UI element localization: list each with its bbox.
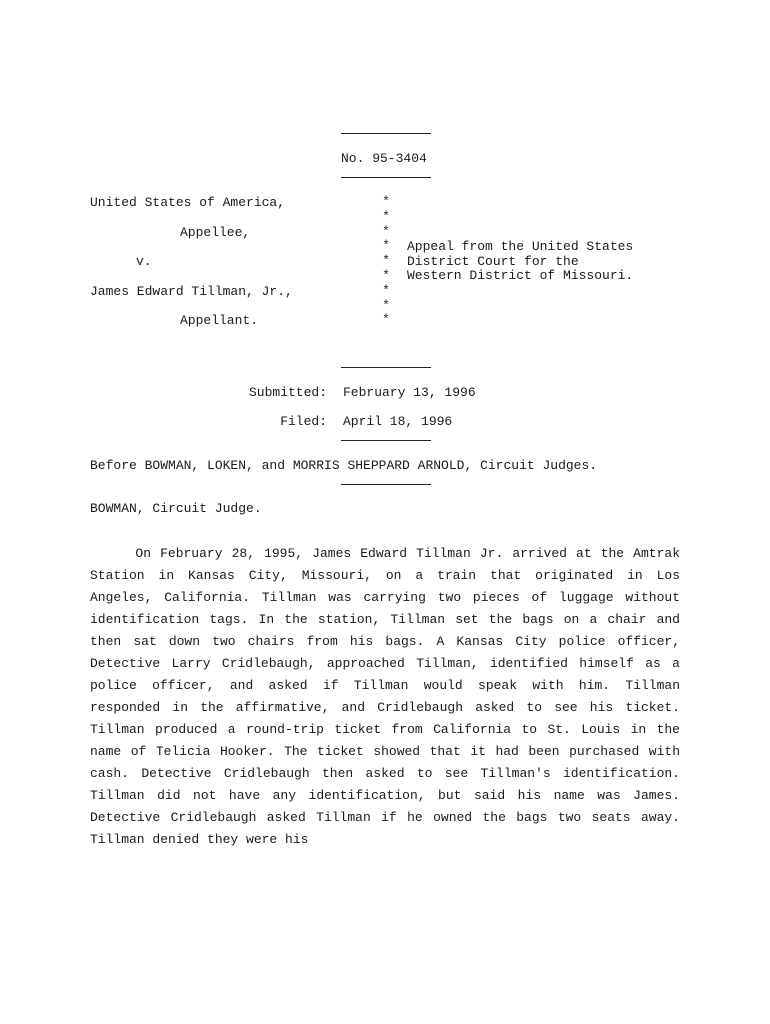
submitted-label: Submitted: xyxy=(248,385,327,400)
versus: v. xyxy=(136,254,152,269)
body-line: name of Telicia Hooker. The ticket showed that it had been purchased with xyxy=(90,744,680,759)
star: * xyxy=(382,312,390,328)
star-column xyxy=(380,195,392,328)
rule-below-dates xyxy=(341,440,431,441)
opinion-author: BOWMAN, Circuit Judge. xyxy=(90,501,262,516)
body-line: Station in Kansas City, Missouri, on a train that originated in Los xyxy=(90,568,680,583)
star: * xyxy=(382,297,390,313)
body-line: Angeles, California. Tillman was carrying two pieces of luggage without xyxy=(90,590,680,605)
panel-before: Before BOWMAN, LOKEN, and MORRIS SHEPPARD ARNOLD, Circuit Judges. xyxy=(90,458,598,473)
star: * xyxy=(382,253,390,269)
body-line: responded in the affirmative, and Cridlebaugh asked to see his ticket. xyxy=(90,700,680,715)
filed-date: April 18, 1996 xyxy=(343,414,453,429)
appellee-name: United States of America, xyxy=(90,195,286,210)
body-line: Detective Cridlebaugh asked Tillman if he owned the bags two seats away. xyxy=(90,810,680,825)
case-number: No. 95-3404 xyxy=(341,151,427,166)
body-line: Tillman did not have any identification, but said his name was James. xyxy=(90,788,680,803)
rule-above-dates xyxy=(341,367,431,368)
opinion-paragraph xyxy=(90,543,680,851)
star: * xyxy=(382,282,390,298)
filed-label: Filed: xyxy=(280,414,327,429)
appellant-name: James Edward Tillman, Jr., xyxy=(90,284,293,299)
appeal-line-1: Appeal from the United States xyxy=(407,239,634,254)
body-line: cash. Detective Cridlebaugh then asked to see Tillman's identification. xyxy=(90,766,680,781)
star: * xyxy=(382,238,390,254)
appeal-line-2: District Court for the xyxy=(407,254,579,269)
rule-under-case-number xyxy=(341,177,431,178)
rule-below-panel xyxy=(341,484,431,485)
star: * xyxy=(382,267,390,283)
star: * xyxy=(382,194,390,209)
star: * xyxy=(382,223,390,239)
body-line: then sat down two chairs from his bags. A Kansas City police officer, xyxy=(90,634,680,649)
submitted-date: February 13, 1996 xyxy=(343,385,476,400)
appeal-line-3: Western District of Missouri. xyxy=(407,268,634,283)
body-line: Tillman produced a round-trip ticket from California to St. Louis in the xyxy=(90,722,680,737)
appellee-role: Appellee, xyxy=(180,225,251,240)
body-line: police officer, and asked if Tillman would speak with him. Tillman xyxy=(90,678,680,693)
star: * xyxy=(382,208,390,224)
body-line: Detective Larry Cridlebaugh, approached Tillman, identified himself as a xyxy=(90,656,680,671)
body-line: identification tags. In the station, Tillman set the bags on a chair and xyxy=(90,612,680,627)
body-line: On February 28, 1995, James Edward Tillman Jr. arrived at the Amtrak xyxy=(90,546,680,561)
body-line: Tillman denied they were his xyxy=(90,832,309,847)
rule-top xyxy=(341,133,431,134)
appellant-role: Appellant. xyxy=(180,313,259,328)
